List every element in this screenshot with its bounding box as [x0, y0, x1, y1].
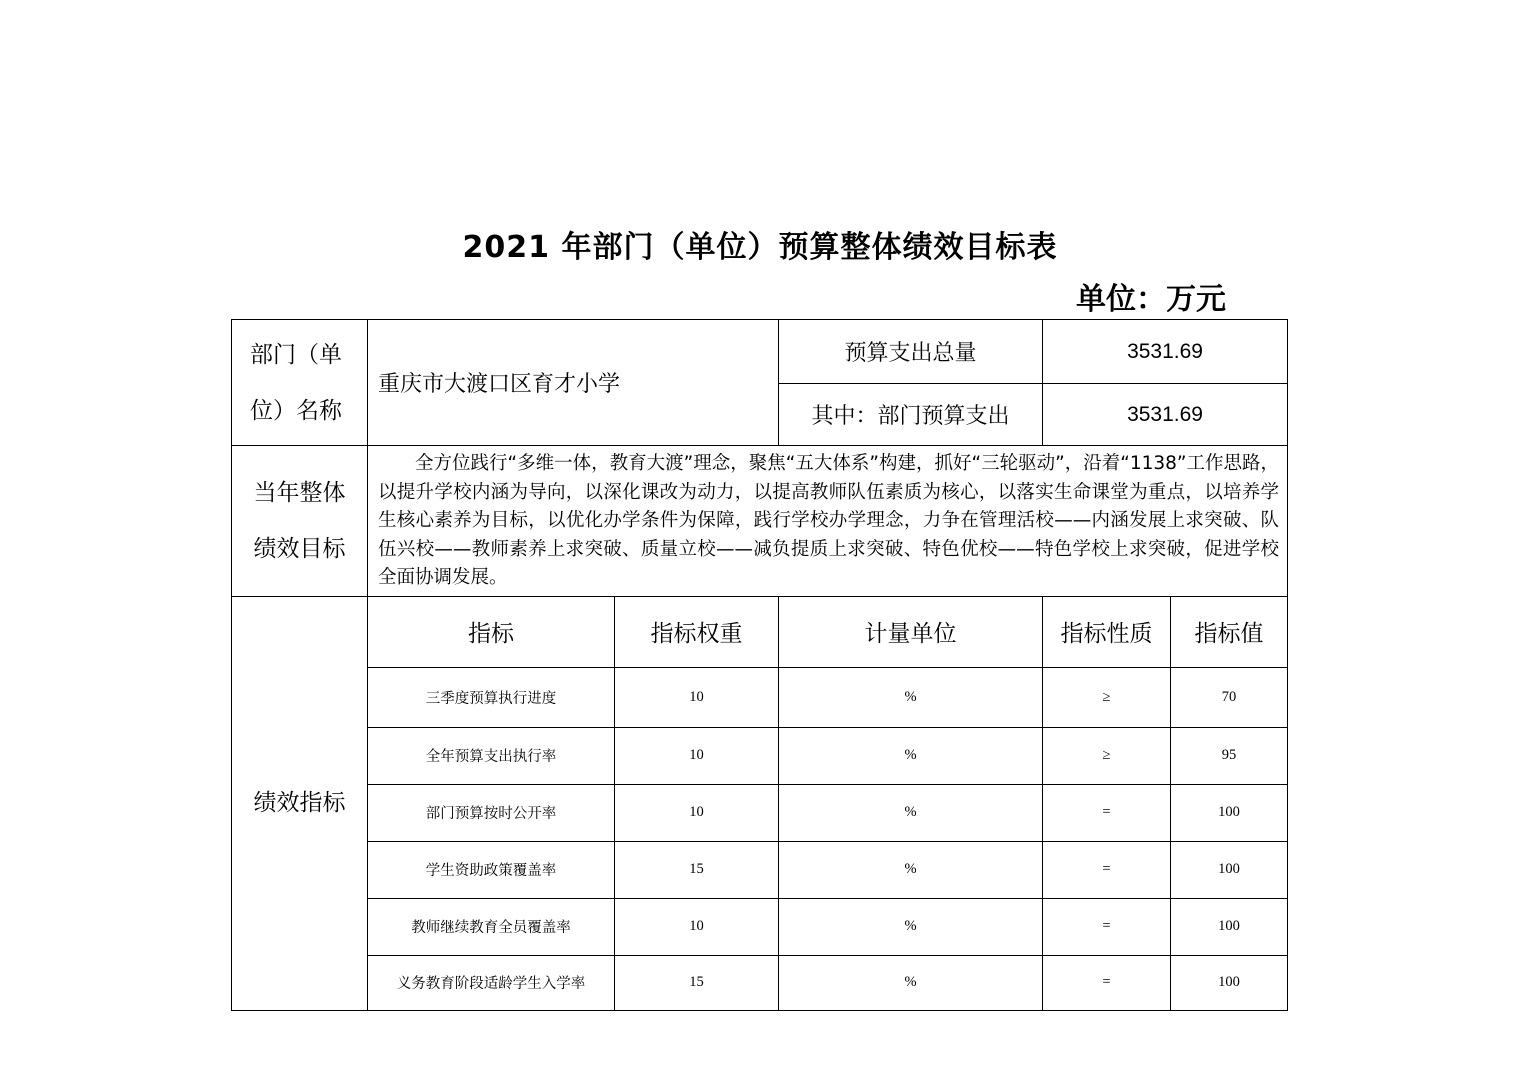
- col-header-unit: 计量单位: [779, 596, 1043, 667]
- indicator-weight: 10: [615, 784, 779, 841]
- indicator-name: 学生资助政策覆盖率: [368, 841, 615, 898]
- indicator-unit: %: [779, 955, 1043, 1010]
- indicator-nature: =: [1043, 841, 1171, 898]
- indicator-value: 100: [1171, 898, 1288, 955]
- indicator-name: 义务教育阶段适龄学生入学率: [368, 955, 615, 1010]
- total-budget-label: 预算支出总量: [779, 320, 1043, 384]
- dept-label-line1: 部门（单: [250, 341, 342, 368]
- col-header-indicator: 指标: [368, 596, 615, 667]
- goal-label-line1: 当年整体: [253, 479, 346, 506]
- indicator-nature: ≥: [1043, 667, 1171, 727]
- indicator-nature: =: [1043, 784, 1171, 841]
- indicator-weight: 10: [615, 667, 779, 727]
- indicator-unit: %: [779, 727, 1043, 784]
- dept-name: 重庆市大渡口区育才小学: [368, 320, 779, 446]
- indicator-unit: %: [779, 898, 1043, 955]
- indicator-value: 95: [1171, 727, 1288, 784]
- col-header-weight: 指标权重: [615, 596, 779, 667]
- goal-text-cell: [368, 446, 1288, 597]
- dept-budget-value: 3531.69: [1043, 384, 1288, 446]
- goal-label-cell: [232, 446, 368, 597]
- indicator-unit: %: [779, 667, 1043, 727]
- indicator-name: 教师继续教育全员覆盖率: [368, 898, 615, 955]
- indicator-weight: 10: [615, 898, 779, 955]
- dept-label-line2: 位）名称: [250, 397, 342, 424]
- indicator-weight: 10: [615, 727, 779, 784]
- table-row: [232, 841, 1288, 898]
- unit-label: 单位：万元: [1076, 282, 1226, 317]
- indicator-unit: %: [779, 784, 1043, 841]
- goal-text: 全方位践行“多维一体，教育大渡”理念，聚焦“五大体系”构建，抓好“三轮驱动”，沿着“1138”工作思路，以提升学校内涵为导向，以深化课改为动力，以提高教师队伍素质为核心，以落实生命课堂为重点，以培养学生核心素养为目标，以优化办学条件为保障，践行学校办学理念，力争在管理活校——内涵发展上求突破、队伍兴校——教师素养上求突破、质量立校——减负提质上求突破、特色优校——特色学校上求突破，促进学校全面协调发展。: [378, 453, 1280, 589]
- indicator-value: 100: [1171, 955, 1288, 1010]
- table-row: [232, 784, 1288, 841]
- indicator-nature: =: [1043, 955, 1171, 1010]
- page-title: 2021 年部门（单位）预算整体绩效目标表: [462, 230, 1058, 265]
- table-row: [232, 667, 1288, 727]
- col-header-value: 指标值: [1171, 596, 1288, 667]
- table-row: [232, 727, 1288, 784]
- dept-budget-label: 其中：部门预算支出: [779, 384, 1043, 446]
- indicator-name: 三季度预算执行进度: [368, 667, 615, 727]
- indicators-label: 绩效指标: [232, 596, 368, 1010]
- indicator-value: 100: [1171, 784, 1288, 841]
- indicator-weight: 15: [615, 841, 779, 898]
- indicator-name: 全年预算支出执行率: [368, 727, 615, 784]
- goal-label-line2: 绩效目标: [253, 535, 346, 562]
- table-row: [232, 955, 1288, 1010]
- total-budget-value: 3531.69: [1043, 320, 1288, 384]
- indicator-name: 部门预算按时公开率: [368, 784, 615, 841]
- col-header-nature: 指标性质: [1043, 596, 1171, 667]
- dept-label-cell: [232, 320, 368, 446]
- table-row: [232, 898, 1288, 955]
- indicator-nature: ≥: [1043, 727, 1171, 784]
- indicator-value: 70: [1171, 667, 1288, 727]
- indicator-unit: %: [779, 841, 1043, 898]
- performance-table: [231, 319, 1288, 1011]
- indicator-nature: =: [1043, 898, 1171, 955]
- indicator-weight: 15: [615, 955, 779, 1010]
- indicator-value: 100: [1171, 841, 1288, 898]
